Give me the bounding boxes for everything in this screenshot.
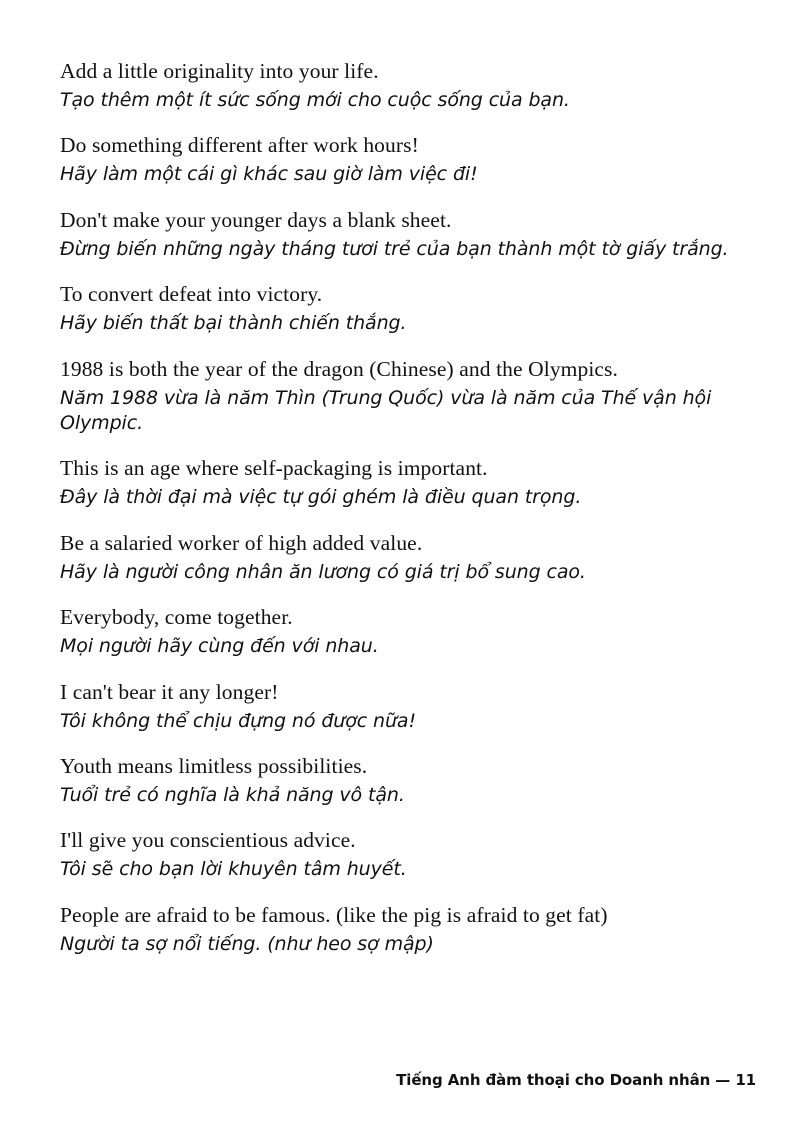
vietnamese-translation: Năm 1988 vừa là năm Thìn (Trung Quốc) vừa là năm của Thế vận hội Olympic. — [60, 386, 712, 434]
english-sentence: I can't bear it any longer! — [60, 679, 279, 704]
english-sentence: People are afraid to be famous. (like the pig is afraid to get fat) — [60, 902, 608, 927]
vietnamese-translation: Đây là thời đại mà việc tự gói ghém là điều quan trọng. — [60, 486, 582, 509]
vietnamese-translation: Hãy biến thất bại thành chiến thắng. — [60, 312, 407, 335]
phrase-entry — [60, 530, 752, 585]
english-sentence: Add a little originality into your life. — [60, 59, 379, 83]
phrase-entry — [60, 455, 752, 510]
english-sentence: This is an age where self-packaging is important. — [60, 456, 488, 481]
english-sentence: Do something different after work hours! — [60, 133, 419, 158]
phrase-entry — [60, 753, 752, 808]
page-footer: Tiếng Anh đàm thoại cho Doanh nhân — 11 — [396, 1071, 756, 1089]
vietnamese-translation: Đừng biến những ngày tháng tươi trẻ của bạn thành một tờ giấy trắng. — [60, 237, 729, 260]
vietnamese-translation: Mọi người hãy cùng đến với nhau. — [60, 635, 379, 658]
phrase-entry — [60, 207, 752, 262]
phrase-entry — [60, 58, 752, 113]
phrase-entry — [60, 604, 752, 659]
english-sentence: Don't make your younger days a blank sheet. — [60, 207, 452, 232]
english-sentence: I'll give you conscientious advice. — [60, 828, 356, 853]
vietnamese-translation: Tuổi trẻ có nghĩa là khả năng vô tận. — [60, 783, 405, 806]
phrase-entry — [60, 827, 752, 882]
english-sentence: Youth means limitless possibilities. — [60, 753, 368, 778]
vietnamese-translation: Người ta sợ nổi tiếng. (như heo sợ mập) — [60, 932, 434, 955]
vietnamese-translation: Hãy là người công nhân ăn lương có giá trị bổ sung cao. — [60, 560, 586, 583]
vietnamese-translation: Hãy làm một cái gì khác sau giờ làm việc đi! — [60, 163, 478, 186]
english-sentence: Be a salaried worker of high added value. — [60, 530, 423, 555]
phrase-list — [60, 58, 752, 957]
vietnamese-translation: Tạo thêm một ít sức sống mới cho cuộc sống của bạn. — [60, 88, 570, 111]
phrase-entry — [60, 281, 752, 336]
english-sentence: To convert defeat into victory. — [60, 282, 323, 307]
phrase-entry — [60, 356, 752, 437]
english-sentence: 1988 is both the year of the dragon (Chinese) and the Olympics. — [60, 356, 619, 381]
vietnamese-translation: Tôi không thể chịu đựng nó được nữa! — [60, 709, 416, 732]
phrase-entry — [60, 902, 752, 957]
english-sentence: Everybody, come together. — [60, 605, 293, 630]
phrase-entry — [60, 679, 752, 734]
phrase-entry — [60, 132, 752, 187]
vietnamese-translation: Tôi sẽ cho bạn lời khuyên tâm huyết. — [60, 858, 407, 881]
